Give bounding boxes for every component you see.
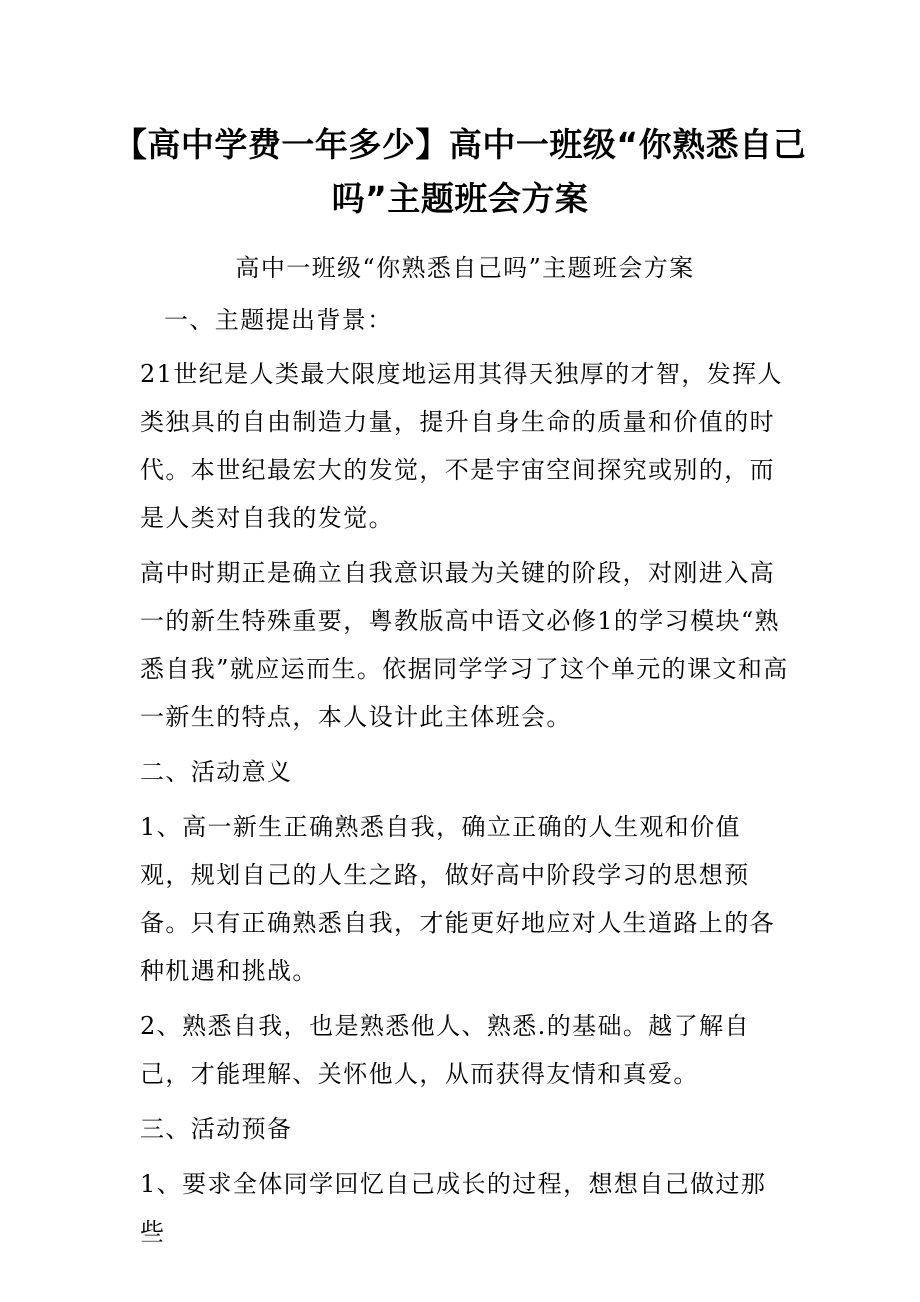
paragraph-background-2: 高中时期正是确立自我意识最为关键的阶段，对刚进入高一的新生特殊重要，粤教版高中语文必修1的学习模块“熟悉自我”就应运而生。依据同学学习了这个单元的课文和高一新生的特点，本人设计此主体班会。 <box>140 559 789 731</box>
section-heading-preparation: 三、活动预备 <box>140 1115 293 1143</box>
section-heading-background: 一、主题提出背景： <box>164 306 393 334</box>
document-subtitle: 高中一班级“你熟悉自己吗”主题班会方案 <box>235 254 695 282</box>
section-heading-significance: 二、活动意义 <box>140 758 293 786</box>
paragraph-preparation-1: 1、要求全体同学回忆自己成长的过程，想想自己做过那些 <box>140 1170 767 1246</box>
paragraph-background-1: 21世纪是人类最大限度地运用其得天独厚的才智，发挥人类独具的自由制造力量，提升自身生命的质量和价值的时代。本世纪最宏大的发觉，不是宇宙空间探究或别的，而是人类对自我的发觉。 <box>140 360 783 532</box>
document-body <box>140 244 790 1263</box>
paragraph-significance-2: 2、熟悉自我，也是熟悉他人、熟悉.的基础。越了解自己，才能理解、关怀他人，从而获得友情和真爱。 <box>140 1012 750 1088</box>
paragraph-significance-1: 1、高一新生正确熟悉自我，确立正确的人生观和价值观，规划自己的人生之路，做好高中阶段学习的思想预备。只有正确熟悉自我，才能更好地应对人生道路上的各种机遇和挑战。 <box>140 813 775 985</box>
document-title: 【高中学费一年多少】高中一班级“你熟悉自己吗”主题班会方案 <box>113 125 807 218</box>
